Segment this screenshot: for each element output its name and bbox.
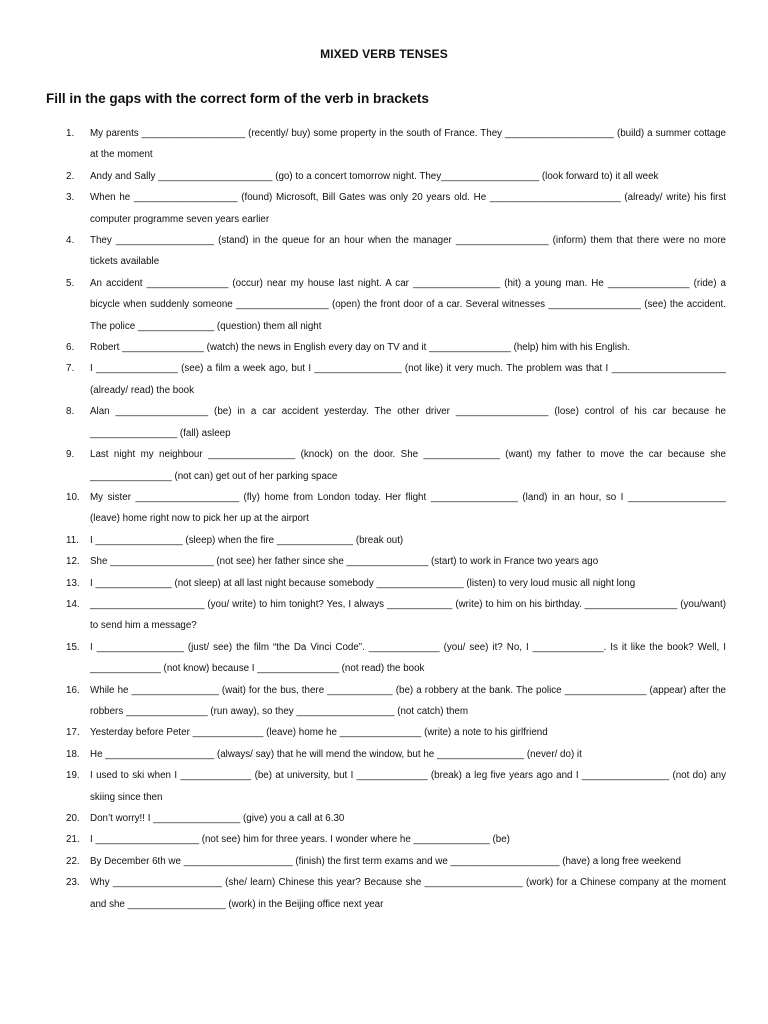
item-number: 12. [66,556,80,568]
item-number: 1. [66,128,75,139]
item-number: 4. [66,235,75,247]
item-text: They __________________ (stand) in the queue for an hour when the manager _________________ (inform) them that there were no more tickets available [90,235,726,268]
item-number: 23. [66,877,80,889]
item-number: 2. [66,170,75,182]
exercise-item [66,123,726,166]
item-text: Last night my neighbour ________________ (knock) on the door. She ______________ (want) my father to move the car because she _______________ (not can) get out of her parking space [90,449,726,482]
item-text: He ____________________ (always/ say) that he will mend the window, but he ________________ (never/ do) it [90,748,582,760]
instructions-heading: Fill in the gaps with the correct form of the verb in brackets [46,91,429,106]
exercise-item [66,401,726,444]
item-number: 14. [66,598,80,610]
item-text: Alan _________________ (be) in a car accident yesterday. The other driver _________________ (lose) control of his car because he ________________ (fall) asleep [90,406,726,439]
item-number: 7. [66,363,75,375]
exercise-item [66,337,726,358]
item-number: 17. [66,727,80,739]
item-text: She ___________________ (not see) her father since she _______________ (start) to work in France two years ago [90,556,599,568]
item-text: Robert _______________ (watch) the news in English every day on TV and it _______________ (help) him with his English. [90,342,631,354]
item-number: 22. [66,855,80,867]
exercise-item [66,551,726,572]
item-text: While he ________________ (wait) for the bus, there ____________ (be) a robbery at the bank. The police _______________ (appear) after the robbers _______________ (run away), so they __________________ (not catch) them [90,684,726,717]
exercise-item [66,487,726,530]
exercise-item [66,187,726,230]
item-number: 8. [66,406,75,418]
item-number: 15. [66,641,80,653]
exercise-item [66,166,726,187]
item-text: I ___________________ (not see) him for three years. I wonder where he ______________ (be) [90,834,510,846]
item-number: 5. [66,277,75,289]
exercise-list [66,123,726,915]
item-text: An accident _______________ (occur) near my house last night. A car ________________ (hit) a young man. He _______________ (ride) a bicycle when suddenly someone _________________ (open) the front door of a car. Several witnesses _________________ (see) the accident. The police ______________ (question) them all night [90,277,726,332]
worksheet-title: MIXED VERB TENSES [320,47,448,61]
exercise-item [66,530,726,551]
exercise-item [66,358,726,401]
item-text: I used to ski when I _____________ (be) at university, but I _____________ (break) a leg five years ago and I ________________ (not do) any skiing since then [90,770,726,803]
item-text: My parents ___________________ (recently/ buy) some property in the south of France. They ____________________ (build) a summer cottage at the moment [90,128,726,161]
exercise-item [66,573,726,594]
item-text: Andy and Sally _____________________ (go) to a concert tomorrow night. They__________________ (look forward to) it all week [90,170,659,182]
item-number: 9. [66,449,75,461]
item-text: My sister ___________________ (fly) home from London today. Her flight ________________ (land) in an hour, so I __________________ (leave) home right now to pick her up at the airport [90,491,726,525]
item-text: _____________________ (you/ write) to him tonight? Yes, I always ____________ (write) to him on his birthday. _________________ (you/want) to send him a message? [90,598,726,632]
exercise-item [66,594,726,637]
exercise-item [66,680,726,723]
item-number: 21. [66,834,80,846]
exercise-item [66,444,726,487]
item-number: 11. [66,534,79,546]
exercise-item [66,808,726,829]
exercise-item [66,744,726,765]
item-number: 13. [66,577,80,589]
item-number: 19. [66,770,80,782]
item-text: When he ___________________ (found) Microsoft, Bill Gates was only 20 years old. He ________________________ (already/ write) his first computer programme seven years earlier [90,192,726,225]
item-number: 20. [66,813,80,824]
item-text: By December 6th we ____________________ (finish) the first term exams and we ____________________ (have) a long free weekend [90,855,681,867]
item-number: 10. [66,491,80,503]
item-text: Yesterday before Peter _____________ (leave) home he _______________ (write) a note to his girlfriend [90,727,548,739]
item-text: I ________________ (sleep) when the fire ______________ (break out) [90,534,404,546]
exercise-item [66,829,726,850]
exercise-item [66,273,726,337]
item-number: 3. [66,192,75,204]
exercise-item [66,230,726,273]
item-number: 6. [66,342,75,354]
item-number: 18. [66,748,80,760]
exercise-item [66,765,726,808]
item-text: Why ____________________ (she/ learn) Chinese this year? Because she __________________ (work) for a Chinese company at the moment and she __________________ (work) in the Beijing office next year [90,877,726,910]
item-text: I _______________ (see) a film a week ago, but I ________________ (not like) it very much. The problem was that I _____________________ (already/ read) the book [90,363,726,396]
exercise-item [66,851,726,872]
exercise-item [66,722,726,743]
exercise-item [66,637,726,680]
exercise-item [66,872,726,915]
item-number: 16. [66,684,80,696]
item-text: Don’t worry!! I ________________ (give) you a call at 6.30 [90,813,345,824]
item-text: I ______________ (not sleep) at all last night because somebody ________________ (listen) to very loud music all night long [90,577,636,589]
item-text: I ________________ (just/ see) the film “the Da Vinci Code”. _____________ (you/ see) it? No, I _____________. Is it like the book? Well, I _____________ (not know) because I _______________ (not read) the book [90,641,726,675]
